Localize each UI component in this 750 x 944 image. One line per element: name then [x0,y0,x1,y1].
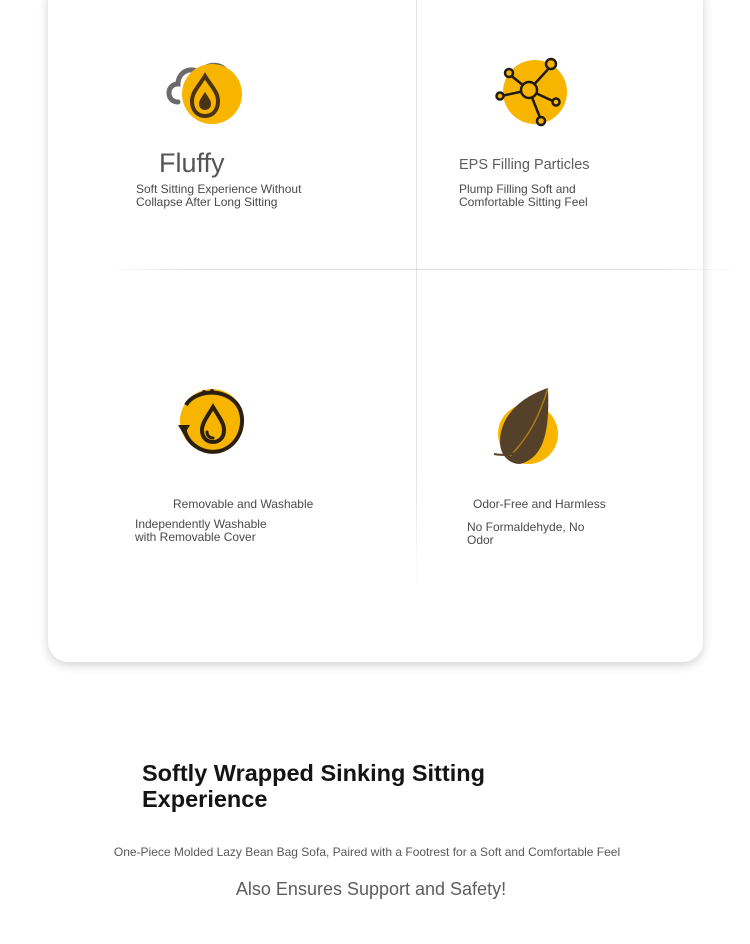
feature-desc-odor: No Formaldehyde, No Odor [467,520,585,547]
feature-title-fluffy: Fluffy [159,148,225,178]
cloud-drop-icon [164,58,246,128]
section-subtitle: One-Piece Molded Lazy Bean Bag Sofa, Paired with a Footrest for a Soft and Comfortable Feel [113,845,621,859]
particles-network-icon [495,56,571,128]
feature-desc-washable: Independently Washable with Removable Cover [135,517,267,544]
section-heading: Softly Wrapped Sinking Sitting Experience [142,760,485,812]
wash-drop-icon [176,387,246,455]
leaf-icon [490,384,564,472]
horizontal-divider [108,269,738,270]
features-card [48,0,703,662]
feature-desc-eps: Plump Filling Soft and Comfortable Sitting Feel [459,182,588,209]
feature-desc-fluffy: Soft Sitting Experience Without Collapse After Long Sitting [136,182,302,209]
feature-title-odor: Odor-Free and Harmless [473,497,606,511]
feature-title-eps: EPS Filling Particles [459,157,590,173]
section-subtitle-2: Also Ensures Support and Safety! [235,879,507,899]
feature-title-washable: Removable and Washable [173,497,314,511]
vertical-divider [416,0,417,596]
